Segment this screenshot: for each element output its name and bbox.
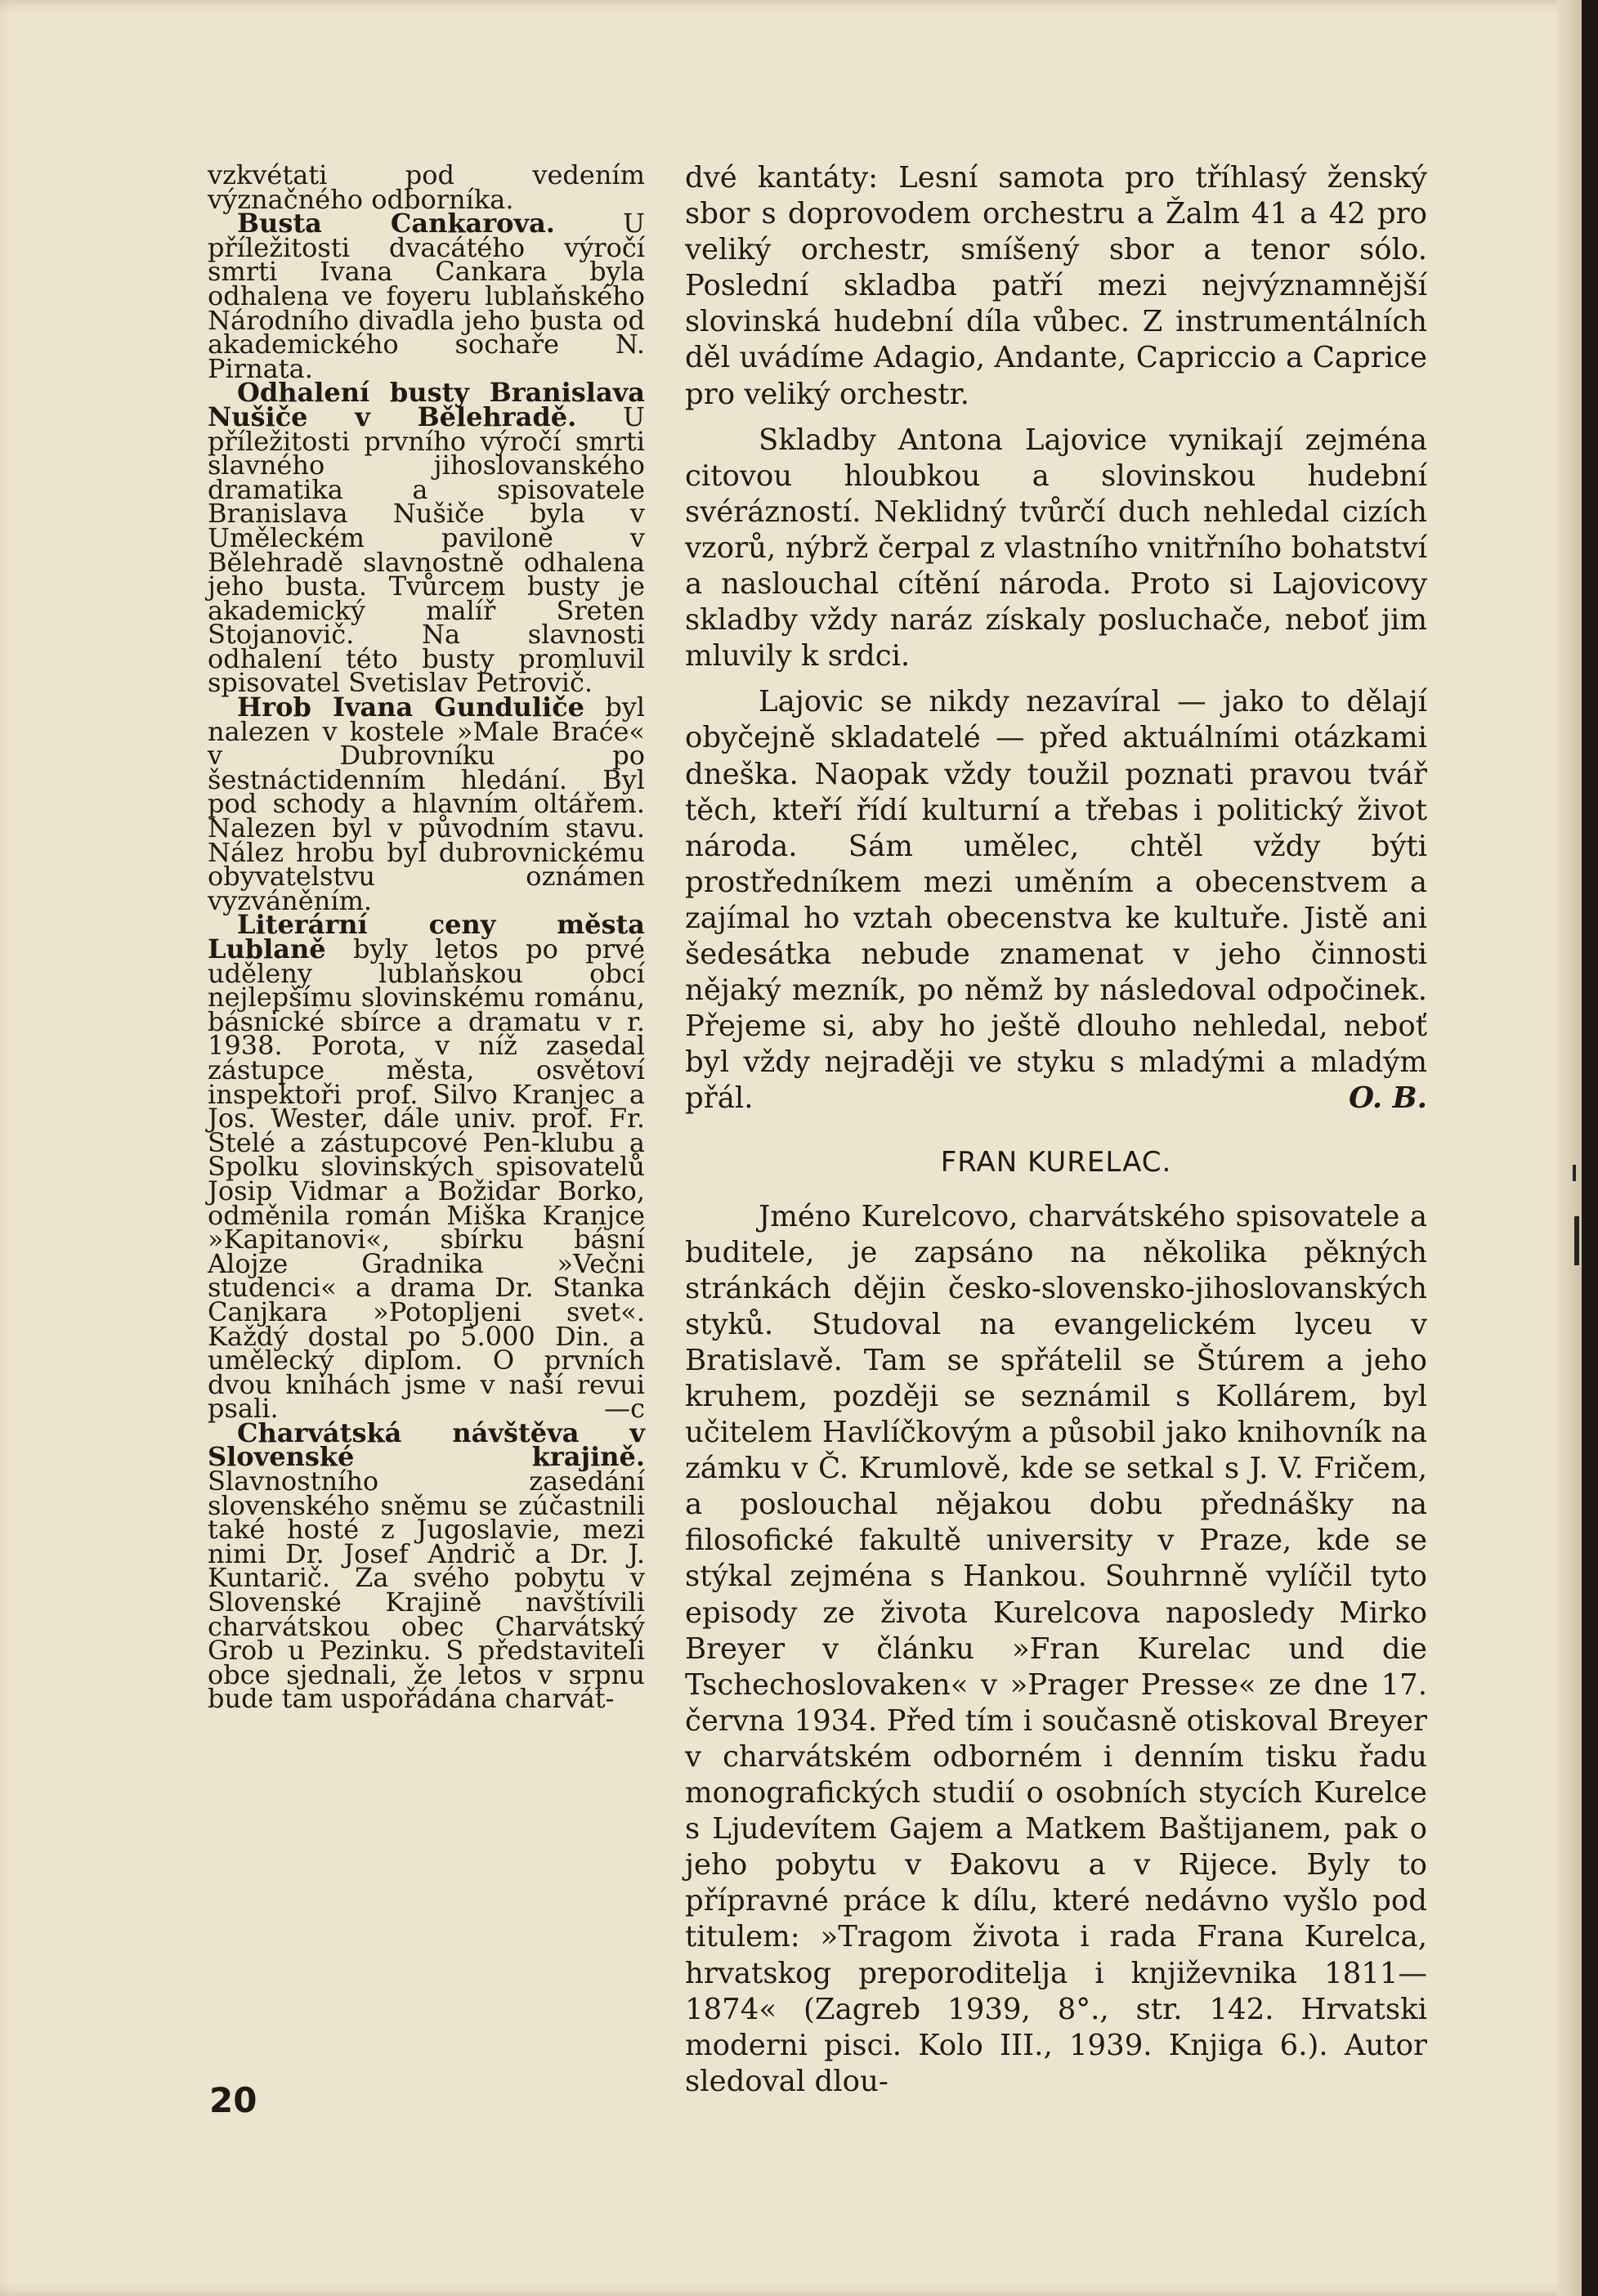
news-item	[208, 1417, 645, 1715]
news-item-title: Hrob Ivana Gunduliče	[237, 691, 585, 723]
author-signature: O. B.	[1349, 1081, 1427, 1116]
news-item-text: U příležitosti prvního výročí smrti slavného jihoslovanského dramatika a spisovatele Branislava Nušiče byla v Uměleckém pavilonĕ v Bělehradě slavnostně odhalena jeho busta. Tvůrcem busty je akademický malíř Sreten Stojanovič. Na slavnosti odhalení této busty promluvil spisovatel Svetislav Petrovič.	[208, 401, 646, 699]
news-item-text: byly letos po prvé uděleny lublaňskou obcí nejlepšímu slovinskému románu, básnické sbírce a dramatu v r. 1938. Porota, v níž zasedal zástupce města, osvětoví inspektoři prof. Silvo Kranjec a Jos. Wester, dále univ. prof. Fr. Stelé a zástupcové Pen-klubu a Spolku slovinských spisovatelů Josip Vidmar a Božidar Borko, odměnila román Miška Kranjce »Kapitanovi«, sbírku básní Alojze Gradnika »Večni studenci« a drama Dr. Stanka Canjkara »Potopljeni svet«. Každý dostal po 5.000 Din. a umělecký diplom. O prvních dvou knihách jsme v naší revui psali.	[208, 933, 645, 1425]
news-item-text: U příležitosti dvacátého výročí smrti Ivana Cankara byla odhalena ve foyeru lublaňského Národního divadla jeho busta od akademického sochaře N. Pirnata.	[208, 208, 646, 384]
news-item-title: Literární ceny města Lublaně	[208, 909, 645, 964]
article-heading: FRAN KURELAC.	[940, 1146, 1172, 1179]
page-edge	[1557, 0, 1582, 2296]
margin-mark	[1573, 1165, 1576, 1181]
body-paragraph: dvé kantáty: Lesní samota pro tříhlasý ženský sbor s doprovodem orchestru a Žalm 41 a 42 pro veliký orchestr, smíšený sbor a tenor sólo. Poslední skladba patří mezi nejvýznamnější slovinská hudební díla vůbec. Z instrumentálních děl uvádíme Adagio, Andante, Capriccio a Caprice pro veliký orchestr.	[685, 161, 1427, 411]
news-item-title: Busta Cankarova.	[237, 208, 555, 239]
news-item	[208, 377, 646, 699]
left-column	[208, 159, 646, 1715]
right-column	[685, 160, 1427, 2110]
body-paragraph	[685, 684, 1427, 1117]
news-item	[208, 691, 646, 916]
news-item-text: byl nalezen v kostele »Male Braće« v Dubrovníku po šestnáctidenním hledání. Byl pod schody a hlavním oltářem. Nalezen byl v původním stavu. Nález hrobu byl dubrovnickému obyvatelstvu oznámen vyzváněním.	[208, 691, 646, 916]
news-item-text: Slavnostního zasedání slovenského sněmu se zúčastnili také hosté z Jugoslavie, mezi nimi Dr. Josef Andrič a Dr. J. Kuntarič. Za svého pobytu v Slovenské Krajině navštívili charvátskou obec Charvátský Grob u Pezinku. S představiteli obce sjednali, že letos v srpnu bude tam uspořádána charvát-	[208, 1466, 645, 1715]
body-paragraph: Skladby Antona Lajovice vynikají zejména citovou hloubkou a slovinskou hudební svérázností. Neklidný tvůrčí duch nehledal cizích vzorů, nýbrž čerpal z vlastního vnitřního bohatství a naslouchal cítění národa. Proto si Lajovicovy skladby vždy naráz získaly posluchače, neboť jim mluvily k srdci.	[685, 423, 1427, 674]
news-item-title: Charvátská návštěva v Slovenské krajině.	[208, 1417, 645, 1473]
page-number: 20	[209, 2080, 257, 2120]
news-item-title: Odhalení busty Branislava Nušiče v Bělehradě.	[208, 377, 645, 432]
margin-mark	[1574, 1216, 1579, 1265]
news-item	[208, 208, 646, 384]
news-item	[208, 909, 645, 1425]
body-paragraph-text: Lajovic se nikdy nezavíral — jako to dělají obyčejně skladatelé — před aktuálními otázkami dneška. Naopak vždy toužil poznati pravou tvář těch, kteří řídí kulturní a třebas i politický život národa. Sám umělec, chtěl vždy býti prostředníkem mezi uměním a obecenstvem a zajímal ho vztah obecenstva ke kultuře. Jistě ani šedesátka nebude znamenat v jeho činnosti nějaký mezník, po němž by následoval odpočinek. Přejeme si, aby ho ještě dlouho nehledal, neboť byl vždy nejraději ve styku s mladými a mladým přál.	[685, 685, 1427, 1116]
left-intro: vzkvétati pod vedením význačného odborníka.	[208, 159, 645, 215]
article-body: Jméno Kurelcovo, charvátského spisovatele a buditele, je zapsáno na několika pěkných stránkách dějin česko-slovensko-jihoslovanských styků. Studoval na evangelickém lyceu v Bratislavě. Tam se spřátelil se Štúrem a jeho kruhem, později se seznámil s Kollárem, byl učitelem Havlíčkovým a působil jako knihovník na zámku v Č. Krumlově, kde se setkal s J. V. Fričem, a poslouchal nějakou dobu přednášky na filosofické fakultě university v Praze, kde se stýkal zejména s Hankou. Souhrnně vylíčil tyto episody ze života Kurelcova naposledy Mirko Breyer v článku »Fran Kurelac und die Tschechoslovaken« v »Prager Presse« ze dne 17. června 1934. Před tím i současně otiskoval Breyer v charvátském odborném i denním tisku řadu monografických studií o osobních stycích Kurelce s Ljudevítem Gajem a Matkem Baštijanem, pak o jeho pobytu v Đakovu a v Rijece. Byly to přípravné práce k dílu, které nedávno vyšlo pod titulem: »Tragom života i rada Frana Kurelca, hrvatskog preporoditelja i književnika 1811—1874« (Zagreb 1939, 8°., str. 142. Hrvatski moderni pisci. Kolo III., 1939. Knjiga 6.). Autor sledoval dlou-	[685, 1199, 1427, 2098]
news-item-signature: —c	[604, 1393, 645, 1425]
